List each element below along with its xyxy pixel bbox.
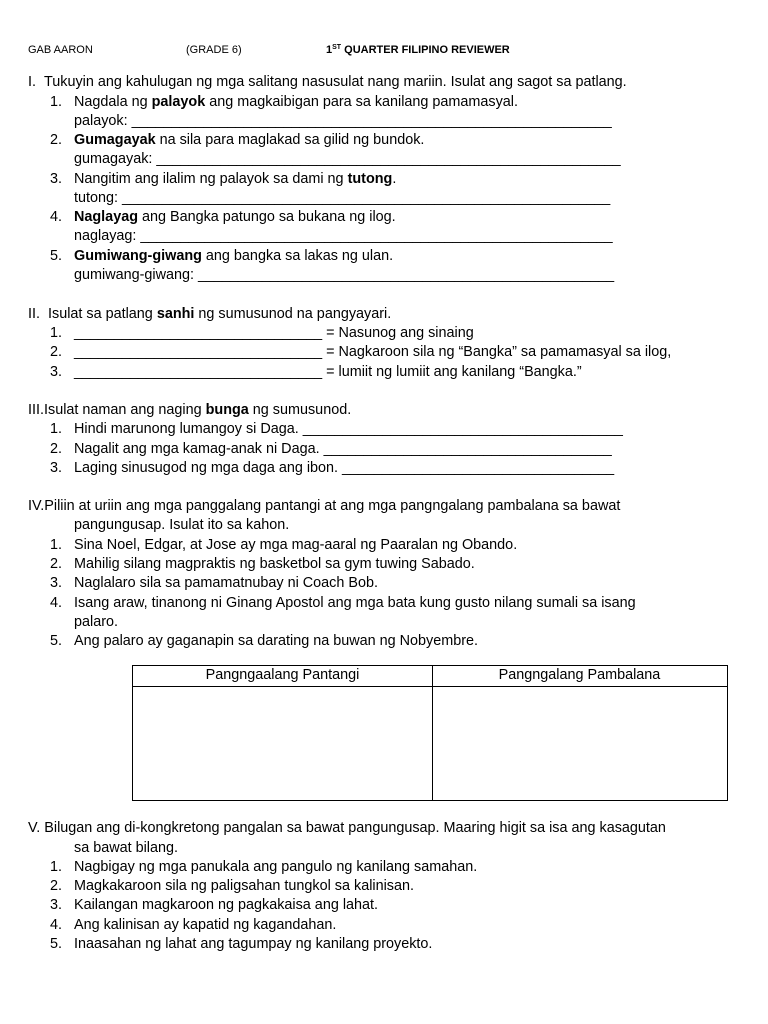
s4-item-4-text-cont: palaro. [74, 614, 119, 630]
s5-item-3-text[interactable]: Kailangan magkaroon ng pagkakaisa ang lahat. [74, 897, 379, 913]
s2-item-2-number: 2. [50, 344, 63, 360]
s5-item-2-text[interactable]: Magkakaroon sila ng paligsahan tungkol sa kalinisan. [74, 878, 414, 894]
s2-item-3-text[interactable]: _______________________________ = lumiit ng lumiit ang kanilang “Bangka.” [74, 364, 582, 380]
s1-item-4-answer-line[interactable]: naglayag: ___________________________________________________________ [74, 228, 613, 244]
s3-item-2-text[interactable]: Nagalit ang mga kamag-anak ni Daga. ____________________________________ [74, 441, 612, 457]
s3-item-3-number: 3. [50, 460, 63, 476]
proper-noun-column[interactable] [133, 666, 433, 800]
s4-item-2-number: 2. [50, 556, 63, 572]
s5-item-1-text[interactable]: Nagbigay ng mga panukala ang pangulo ng kanilang samahan. [74, 859, 478, 875]
s4-item-2-text: Mahilig silang magpraktis ng basketbol sa gym tuwing Sabado. [74, 556, 475, 572]
grade-level: (GRADE 6) [186, 44, 242, 56]
s1-item-3-text: Nangitim ang ilalim ng palayok sa dami ng tutong. [74, 171, 397, 187]
s1-item-3-answer-line[interactable]: tutong: _____________________________________________________________ [74, 190, 611, 206]
s5-item-4-number: 4. [50, 917, 63, 933]
s3-item-1-text[interactable]: Hindi marunong lumangoy si Daga. ________________________________________ [74, 421, 623, 437]
s2-item-3-number: 3. [50, 364, 63, 380]
s3-item-2-number: 2. [50, 441, 63, 457]
s1-item-1-text: Nagdala ng palayok ang magkaibigan para sa kanilang pamamasyal. [74, 94, 519, 110]
s1-item-1-answer-line[interactable]: palayok: ____________________________________________________________ [74, 113, 612, 129]
s5-item-3-number: 3. [50, 897, 63, 913]
s2-item-2-text[interactable]: _______________________________ = Nagkaroon sila ng “Bangka” sa pamamasyal sa ilog, [74, 344, 672, 360]
s4-item-1-number: 1. [50, 537, 63, 553]
s4-item-4-number: 4. [50, 595, 63, 611]
section-3-instruction: III.Isulat naman ang naging bunga ng sumusunod. [28, 402, 352, 418]
s1-item-3-number: 3. [50, 171, 63, 187]
s4-item-5-number: 5. [50, 633, 63, 649]
s4-item-1-text: Sina Noel, Edgar, at Jose ay mga mag-aaral ng Paaralan ng Obando. [74, 537, 518, 553]
section-2-instruction: II. Isulat sa patlang sanhi ng sumusunod na pangyayari. [28, 306, 392, 322]
s1-item-4-text: Naglayag ang Bangka patungo sa bukana ng ilog. [74, 209, 396, 225]
s4-item-3-number: 3. [50, 575, 63, 591]
s5-item-5-number: 5. [50, 936, 63, 952]
s5-item-2-number: 2. [50, 878, 63, 894]
s2-item-1-number: 1. [50, 325, 63, 341]
s5-item-4-text[interactable]: Ang kalinisan ay kapatid ng kagandahan. [74, 917, 337, 933]
s1-item-1-number: 1. [50, 94, 63, 110]
s1-item-5-number: 5. [50, 248, 63, 264]
section-1-instruction: I. Tukuyin ang kahulugan ng mga salitang nasusulat nang mariin. Isulat ang sagot sa patlang. [28, 74, 627, 90]
s1-item-4-number: 4. [50, 209, 63, 225]
common-noun-header: Pangngalang Pambalana [498, 667, 661, 683]
student-name: GAB AARON [28, 44, 93, 56]
s3-item-1-number: 1. [50, 421, 63, 437]
s4-item-3-text: Naglalaro sila sa pamamatnubay ni Coach Bob. [74, 575, 378, 591]
section-4-instruction: IV.Piliin at uriin ang mga panggalang pantangi at ang mga pangngalang pambalana sa bawat [28, 498, 621, 514]
s1-item-5-text: Gumiwang-giwang ang bangka sa lakas ng ulan. [74, 248, 394, 264]
s1-item-5-answer-line[interactable]: gumiwang-giwang: ____________________________________________________ [74, 267, 615, 283]
section-5-instruction: V. Bilugan ang di-kongkretong pangalan sa bawat pangungusap. Maaring higit sa isa ang kasagutan [28, 820, 666, 836]
section-4-instruction-cont: pangungusap. Isulat ito sa kahon. [74, 517, 290, 533]
common-noun-column[interactable] [432, 666, 727, 800]
noun-classification-table [132, 665, 728, 801]
section-5-instruction-cont: sa bawat bilang. [74, 840, 179, 856]
s5-item-5-text[interactable]: Inaasahan ng lahat ang tagumpay ng kanilang proyekto. [74, 936, 433, 952]
s4-item-5-text: Ang palaro ay gaganapin sa darating na buwan ng Nobyembre. [74, 633, 479, 649]
s2-item-1-text[interactable]: _______________________________ = Nasunog ang sinaing [74, 325, 474, 341]
proper-noun-header: Pangngaalang Pantangi [205, 667, 360, 683]
worksheet-title: 1ST QUARTER FILIPINO REVIEWER [326, 44, 510, 56]
s1-item-2-text: Gumagayak na sila para maglakad sa gilid ng bundok. [74, 132, 425, 148]
s4-item-4-text: Isang araw, tinanong ni Ginang Apostol ang mga bata kung gusto nilang sumali sa isang [74, 595, 636, 611]
s5-item-1-number: 1. [50, 859, 63, 875]
s1-item-2-answer-line[interactable]: gumagayak: __________________________________________________________ [74, 151, 621, 167]
s1-item-2-number: 2. [50, 132, 63, 148]
s3-item-3-text[interactable]: Laging sinusugod ng mga daga ang ibon. __________________________________ [74, 460, 615, 476]
